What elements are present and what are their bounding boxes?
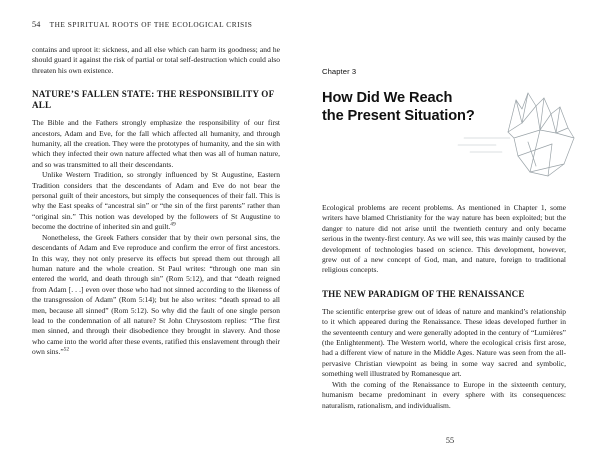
- paragraph: [32, 170, 280, 232]
- paragraph-text: Nonetheless, the Greek Fathers consider that by their own personal sins, the descendants of Adam and Eve reproduce and confirm the error of first ancestors. In this way, they not only preserve its effects but spread them out through all human nature and the whole creation. St Paul writes: “through one man sin entered the world, and death through sin” (Rom 5:12), and that “death reigned from Adam [. . .] even over those who had not sinned according to the likeness of the transgression of Adam” (Rom 5:14); but he also writes: “death spread to all men, because all sinned” (Rom 5:12). So why did the fault of one single person lead to the condemnation of all nature? St John Chrysostom replies: “The first men sinned, and through their disobedience they brought in slavery. And those who came into the world after these events, ratified this enslavement through their own sins.”: [32, 232, 280, 357]
- right-page: [300, 0, 600, 461]
- paragraph: With the coming of the Renaissance to Europe in the sixteenth century, humanism became predominant in every sphere with its consequences: naturalism, rationalism, and individualism.: [322, 379, 566, 410]
- paragraph-text: Unlike Western Tradition, so strongly influenced by St Augustine, Eastern Tradition considers that the descendants of Adam and Eve do not bear the personal guilt of their ancestors, but simply the consequences of their fall. This is why the East speaks of “ancestral sin” or “the sin of the first parents” rather than “original sin.” This notion was developed by the followers of St Augustine to become the doctrine of inherited sin and guilt.: [32, 170, 280, 232]
- paragraph: The scientific enterprise grew out of ideas of nature and mankind’s relationship to it which appeared during the Renaissance. These ideas developed further in the seventeenth century and were generally adopted in the century of “Lumières” (the Enlightenment). The Western world, where the ecological crisis first arose, had a different view of nature in the Middle Ages. Nature was seen from the all-pervasive Christian viewpoint as being in some way sacred and symbolic, something well illustrated by Romanesque art.: [322, 306, 566, 379]
- running-title: THE SPIRITUAL ROOTS OF THE ECOLOGICAL CRISIS: [49, 20, 253, 29]
- right-text-column: [322, 203, 566, 411]
- left-text-column: [32, 45, 280, 358]
- page-number-right: 55: [445, 436, 455, 445]
- section-heading-left: NATURE’S FALLEN STATE: THE RESPONSIBILITY OF ALL: [32, 89, 275, 111]
- chapter-label: Chapter 3: [322, 67, 357, 76]
- section-heading-right: THE NEW PARADIGM OF THE RENAISSANCE: [322, 288, 525, 299]
- paragraph: [32, 233, 280, 358]
- chapter-title-line-2: the Present Situation?: [322, 108, 475, 124]
- paragraph-intro: Ecological problems are recent problems. As mentioned in Chapter 1, some writers have blamed Christianity for the way nature has been exploited; but the danger to nature did not arise until the twentieth century and only became serious in the twenty-first century. As we will see, this was mainly caused by the development of technologies based on science. This development, however, grew out of a new concept of God, man, and nature, foreign to traditional religious concepts.: [322, 203, 566, 275]
- paragraph: The Bible and the Fathers strongly emphasize the responsibility of our first ancestors, Adam and Eve, for the fall which affected all humanity, and through humanity, all the creation. They were the prototypes of humanity, and the sin with which they infected their own nature affected what then was all of human nature, and so was transmitted to all their descendants.: [32, 118, 280, 169]
- footnote-marker: 52: [63, 346, 70, 353]
- running-head-left: [32, 20, 278, 29]
- chapter-title-line-1: How Did We Reach: [322, 90, 453, 106]
- page-number-left: 54: [32, 20, 41, 29]
- chapter-title: [322, 89, 497, 125]
- footnote-marker: 49: [170, 221, 176, 228]
- paragraph-continued: contains and uproot it: sickness, and all else which can harm its goodness; and he should guard it against the risk of partial or total self-destruction which could also threaten his own existence.: [32, 45, 280, 75]
